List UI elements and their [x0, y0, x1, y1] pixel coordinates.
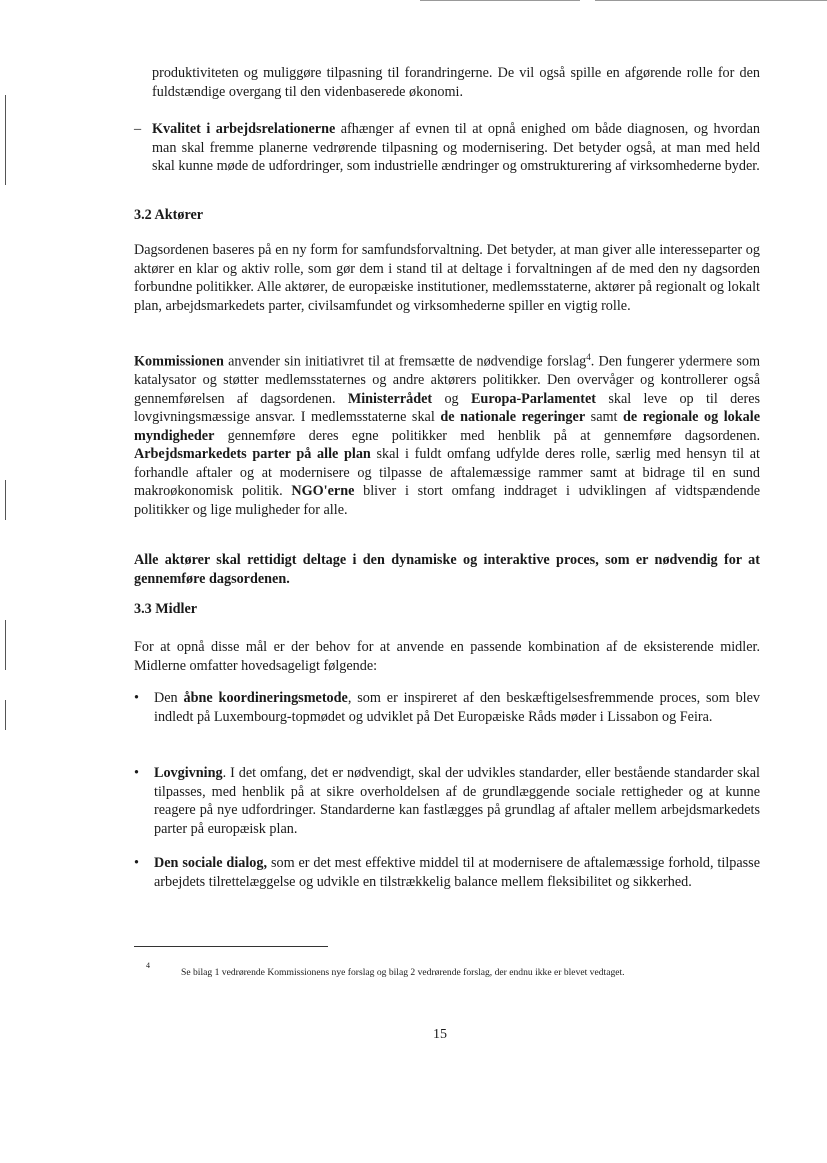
- scan-top-line: [420, 0, 580, 1]
- scan-edge-mark: [5, 95, 6, 185]
- section-heading-means: 3.3 Midler: [134, 601, 198, 617]
- means-intro-paragraph: For at opnå disse mål er der behov for at anvende en passende kombination af de eksisterende midler. Midlerne omfatter hovedsageligt følgende:: [134, 639, 760, 674]
- quality-description: afhænger af evnen til at opnå enighed om både diagnosen, og hvordan man skal fremme planerne vedrørende tilpasning og modernisering. Det betyder også, at man med held skal kunne møde de udfordringer, som industrielle ændringer og omstrukturering af virksomhederne byder.: [152, 121, 760, 174]
- dash-marker: –: [134, 121, 142, 137]
- section-heading-actors: 3.2 Aktører: [134, 207, 204, 223]
- bullet-marker: •: [134, 690, 139, 706]
- continuation-paragraph: produktiviteten og muliggøre tilpasning til forandringerne. De vil også spille en afgørende rolle for den fuldstændige overgang til den videnbaserede økonomi.: [152, 65, 760, 100]
- footnote-separator: [134, 946, 328, 947]
- quality-term: Kvalitet i arbejdsrelationerne: [152, 121, 336, 137]
- bullet-marker: •: [134, 765, 139, 781]
- bullet-item-legislation: • Lovgivning. I det omfang, det er nødvendigt, skal der udvikles standarder, eller bestående standarder skal tilpasses, med henblik på at sikre overholdelsen af de grundlæggende sociale rettigheder og at kunne reagere på nye udfordringer. Standarderne kan fastlægges på grundlag af aftaler mellem arbejdsmarkedets parter på europæisk plan.: [134, 765, 760, 837]
- footnote-number: 4: [146, 961, 150, 970]
- actors-paragraph: Dagsordenen baseres på en ny form for samfundsforvaltning. Det betyder, at man giver alle interesseparter og aktører en klar og aktiv rolle, som gør dem i stand til at deltage i forvaltningen af de med den ny dagsorden forbundne politikker. Alle aktører, de europæiske institutioner, medlemsstaterne, aktører på regionalt og lokalt plan, arbejdsmarkedets parter, civilsamfundet og virksomhederne spiller en vigtig rolle.: [134, 242, 760, 314]
- footnote-ref: 4: [586, 352, 591, 362]
- quality-list-item: [134, 120, 760, 176]
- page-number: 15: [433, 1027, 447, 1042]
- footnote-text: Se bilag 1 vedrørende Kommissionens nye forslag og bilag 2 vedrørende forslag, der endnu ikke er blevet vedtaget.: [181, 967, 625, 978]
- bullet-item-social-dialogue: • Den sociale dialog, som er det mest effektive middel til at modernisere de aftalemæssige forhold, tilpasse arbejdets tilrettelæggelse og udvikle en tilstrækkelig balance mellem fleksibilitet og sikkerhed.: [134, 855, 760, 890]
- commission-paragraph: Kommissionen anvender sin initiativret til at fremsætte de nødvendige forslag$^4$. Den fungerer ydermere som katalysator og støtter medlemsstaternes og andre aktørers politikker. Den overvåger og kontrollerer også gennemførelsen af dagsordenen. Ministerrådet og Europa-Parlamentet skal leve op til deres lovgivningsmæssige ansvar. I medlemsstaterne skal de nationale regeringer samt de regionale og lokale myndigheder gennemføre deres egne politikker med henblik på at gennemføre dagsordenen. Arbejdsmarkedets parter på alle plan skal i fuldt omfang udfylde deres rolle, særlig med hensyn til at forhandle aftaler og at modernisere og tilpasse de aftalemæssige rammer samt at bidrage til en sund makroøkonomisk politik. NGO'erne bliver i stort omfang inddraget i udviklingen af vidtspændende politikker og lige muligheder for alle.: [134, 352, 761, 518]
- scan-edge-mark: [5, 700, 6, 730]
- scan-edge-mark: [5, 620, 6, 670]
- scan-top-line: [595, 0, 827, 1]
- bullet-marker: •: [134, 855, 139, 871]
- scan-edge-mark: [5, 480, 6, 520]
- actors-emphasis-paragraph: Alle aktører skal rettidigt deltage i den dynamiske og interaktive proces, som er nødvendig for at gennemføre dagsordenen.: [134, 552, 760, 587]
- bullet-item-coordination: • Den åbne koordineringsmetode, som er inspireret af den beskæftigelsesfremmende proces, som blev indledt på Luxembourg-topmødet og udviklet på Det Europæiske Råds møder i Lissabon og Feira.: [134, 690, 760, 725]
